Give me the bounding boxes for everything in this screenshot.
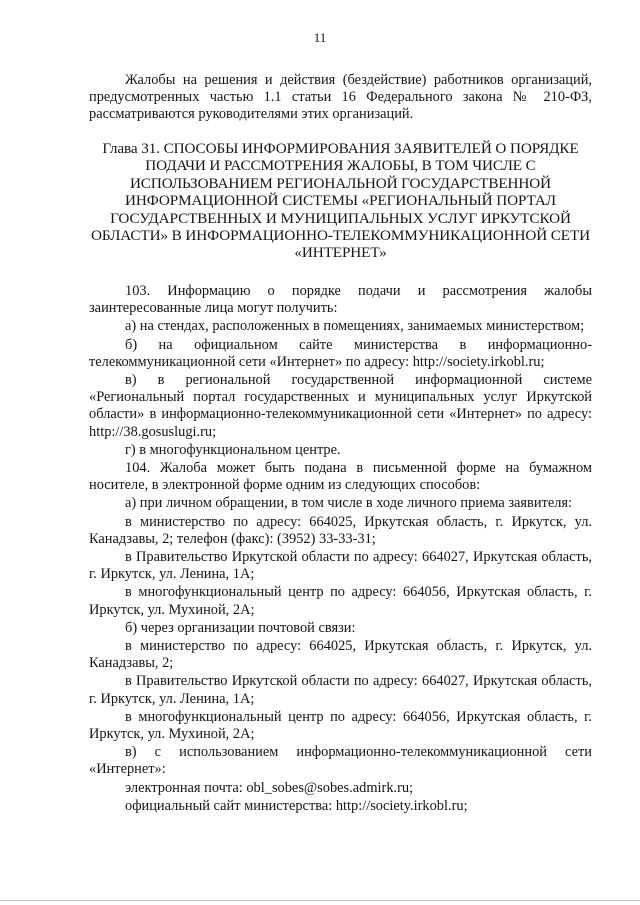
page-bottom-edge <box>0 900 640 901</box>
list-item-b: б) на официальном сайте министерства в информационно-телекоммуникационной сети «Интернет» по адресу: http://society.irkobl.ru; <box>89 336 592 370</box>
postal-address-government: в Правительство Иркутской области по адресу: 664027, Иркутская область, г. Иркутск, ул. Ленина, 1А; <box>89 673 592 707</box>
postal-address-ministry: в министерство по адресу: 664025, Иркутская область, г. Иркутск, ул. Канадзавы, 2; <box>89 638 592 672</box>
list-item-v: в) в региональной государственной информационной системе «Региональный портал государственных и муниципальных услуг Иркутской области» в информационно-телекоммуникационной сети «Интернет» по адресу: http://38.gosuslugi.ru; <box>89 372 592 440</box>
intro-block <box>89 72 592 124</box>
paragraph-104: 104. Жалоба может быть подана в письменной форме на бумажном носителе, в электронной форме одним из следующих способов: <box>89 460 592 494</box>
website-line: официальный сайт министерства: http://society.irkobl.ru; <box>125 797 468 814</box>
address-mfc: в многофункциональный центр по адресу: 664056, Иркутская область, г. Иркутск, ул. Мухиной, 2А; <box>89 584 592 618</box>
list-item-a: а) на стендах, расположенных в помещениях, занимаемых министерством; <box>125 318 585 335</box>
address-ministry: в министерство по адресу: 664025, Иркутская область, г. Иркутск, ул. Канадзавы, 2; телефон (факс): (3952) 33-33-31; <box>89 513 592 547</box>
method-v: в) с использованием информационно-телекоммуникационной сети «Интернет»: <box>89 744 592 778</box>
paragraph-103: 103. Информацию о порядке подачи и рассмотрения жалобы заинтересованные лица могут получить: <box>89 283 592 317</box>
address-government: в Правительство Иркутской области по адресу: 664027, Иркутская область, г. Иркутск, ул. Ленина, 1А; <box>89 549 592 583</box>
postal-address-mfc: в многофункциональный центр по адресу: 664056, Иркутская область, г. Иркутск, ул. Мухиной, 2А; <box>89 708 592 743</box>
list-item-g: г) в многофункциональном центре. <box>125 441 341 458</box>
chapter-title: Глава 31. СПОСОБЫ ИНФОРМИРОВАНИЯ ЗАЯВИТЕЛЕЙ О ПОРЯДКЕ ПОДАЧИ И РАССМОТРЕНИЯ ЖАЛОБЫ, В ТОМ ЧИСЛЕ С ИСПОЛЬЗОВАНИЕМ РЕГИОНАЛЬНОЙ ГОСУДАРСТВЕННОЙ ИНФОРМАЦИОННОЙ СИСТЕМЫ «РЕГИОНАЛЬНЫЙ ПОРТАЛ ГОСУДАРСТВЕННЫХ И МУНИЦИПАЛЬНЫХ УСЛУГ ИРКУТСКОЙ ОБЛАСТИ» В ИНФОРМАЦИОННО-ТЕЛЕКОММУНИКАЦИОННОЙ СЕТИ «ИНТЕРНЕТ» <box>90 140 591 262</box>
method-a: а) при личном обращении, в том числе в ходе личного приема заявителя: <box>125 495 573 512</box>
page-number: 11 <box>313 30 327 45</box>
email-line: электронная почта: obl_sobes@sobes.admirk.ru; <box>125 779 414 796</box>
intro-paragraph: Жалобы на решения и действия (бездействие) работников организаций, предусмотренных частью 1.1 статьи 16 Федерального закона № 210-ФЗ, рассматриваются руководителями этих организаций. <box>89 72 592 123</box>
method-b: б) через организации почтовой связи: <box>125 619 356 636</box>
body-text <box>89 283 592 815</box>
